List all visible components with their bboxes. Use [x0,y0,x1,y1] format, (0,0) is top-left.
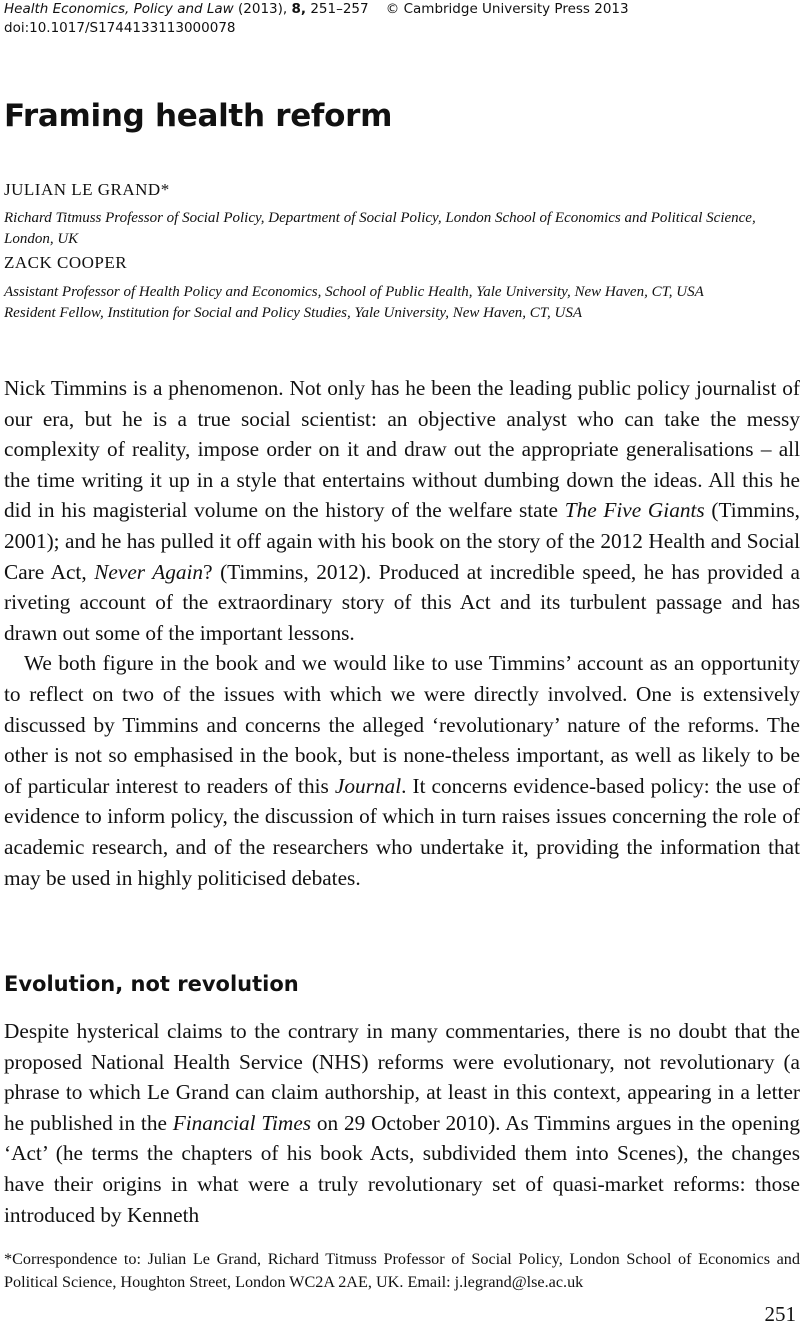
article-body [4,373,800,893]
article-title: Framing health reform [4,98,393,134]
section-heading: Evolution, not revolution [4,972,299,996]
author-affiliation: Resident Fellow, Institution for Social and Policy Studies, Yale University, New Haven, CT, USA [4,305,582,321]
paragraph: Despite hysterical claims to the contrary in many commentaries, there is no doubt that the proposed National Health Service (NHS) reforms were evolutionary, not revolutionary (a phrase to which Le Grand can claim authorship, at least in this context, appearing in a letter he published in the Financial Times on 29 October 2010). As Timmins argues in the opening ‘Act’ (he terms the chapters of his book Acts, subdivided them into Scenes), the changes have their origins in what were a truly revolutionary set of quasi-market reforms: those introduced by Kenneth [4,1019,800,1227]
journal-pages: 251–257 [310,1,369,17]
paragraph: Nick Timmins is a phenomenon. Not only has he been the leading public policy journalist of our era, but he is a true social scientist: an objective analyst who can take the messy complexity of reality, impose order on it and draw out the appropriate generalisations – all the time writing it up in a style that entertains without dumbing down the ideas. All this he did in his magisterial volume on the history of the welfare state The Five Giants (Timmins, 2001); and he has pulled it off again with his book on the story of the 2012 Health and Social Care Act, Never Again? (Timmins, 2012). Produced at incredible speed, he has provided a riveting account of the extraordinary story of this Act and its turbulent passage and has drawn out some of the important lessons. [4,376,800,645]
journal-volume: 8, [291,1,307,17]
article-body [4,1016,800,1230]
copyright: © Cambridge University Press 2013 [385,1,629,17]
author-affiliation: Assistant Professor of Health Policy and Economics, School of Public Health, Yale University, New Haven, CT, USA [4,284,704,300]
author-name: JULIAN LE GRAND* [4,180,170,199]
footnote: *Correspondence to: Julian Le Grand, Richard Titmuss Professor of Social Policy, London School of Economics and Political Science, Houghton Street, London WC2A 2AE, UK. Email: j.legrand@lse.ac.uk [4,1250,800,1291]
running-header [4,0,629,38]
author-name: ZACK COOPER [4,253,128,272]
paragraph: We both figure in the book and we would like to use Timmins’ account as an opportunity to reflect on two of the issues with which we were directly involved. One is extensively discussed by Timmins and concerns the alleged ‘revolutionary’ nature of the reforms. The other is not so emphasised in the book, but is none-theless important, as well as likely to be of particular interest to readers of this Journal. It concerns evidence-based policy: the use of evidence to inform policy, the discussion of which in turn raises issues concerning the role of academic research, and of the researchers who undertake it, providing the information that may be used in highly politicised debates. [4,651,800,890]
page-number: 251 [764,1302,796,1326]
journal-year: (2013), [238,1,288,17]
journal-name: Health Economics, Policy and Law [4,1,234,17]
author-affiliation: Richard Titmuss Professor of Social Policy, Department of Social Policy, London School of Economics and Political Science, London, UK [4,210,756,247]
citation-line [4,0,629,19]
doi: doi:10.1017/S1744133113000078 [4,20,236,36]
